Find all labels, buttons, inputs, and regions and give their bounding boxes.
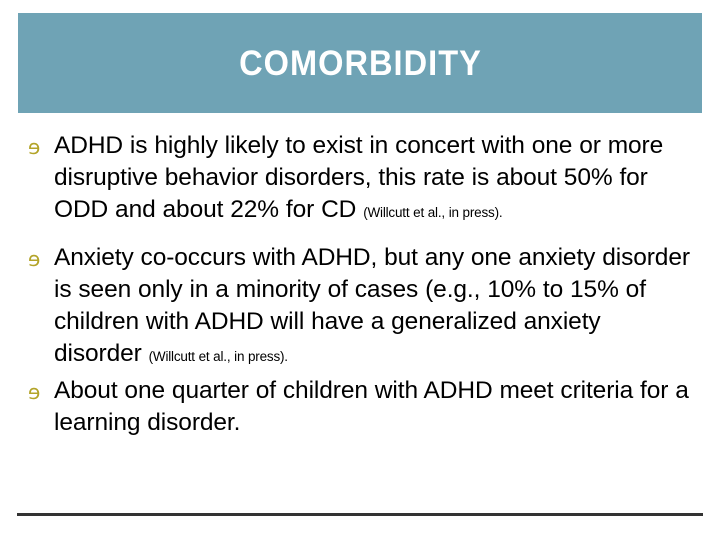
bullet-paragraph: [28, 242, 692, 370]
footer-divider: [17, 513, 703, 516]
bullet-text: About one quarter of children with ADHD meet criteria for a learning disorder.: [54, 377, 689, 436]
citation-text: (Willcutt et al., in press).: [148, 349, 288, 364]
title-banner: [18, 13, 702, 113]
curly-swirl-bullet-icon: ɘ: [28, 247, 41, 271]
bullet-text: ADHD is highly likely to exist in concert with one or more disruptive behavior disorders, this rate is about 50% for ODD and about 22% for CD: [54, 132, 664, 223]
slide-body: [28, 130, 692, 444]
bullet-paragraph: [28, 375, 692, 439]
curly-swirl-bullet-icon: ɘ: [28, 135, 41, 159]
curly-swirl-bullet-icon: ɘ: [28, 380, 41, 404]
citation-text: (Willcutt et al., in press).: [363, 205, 503, 220]
bullet-text: Anxiety co-occurs with ADHD, but any one anxiety disorder is seen only in a minority of cases (e.g., 10% to 15% of children with ADHD will have a generalized anxiety disorder: [54, 244, 690, 367]
bullet-paragraph: [28, 130, 692, 226]
page-title: COMORBIDITY: [238, 43, 482, 83]
